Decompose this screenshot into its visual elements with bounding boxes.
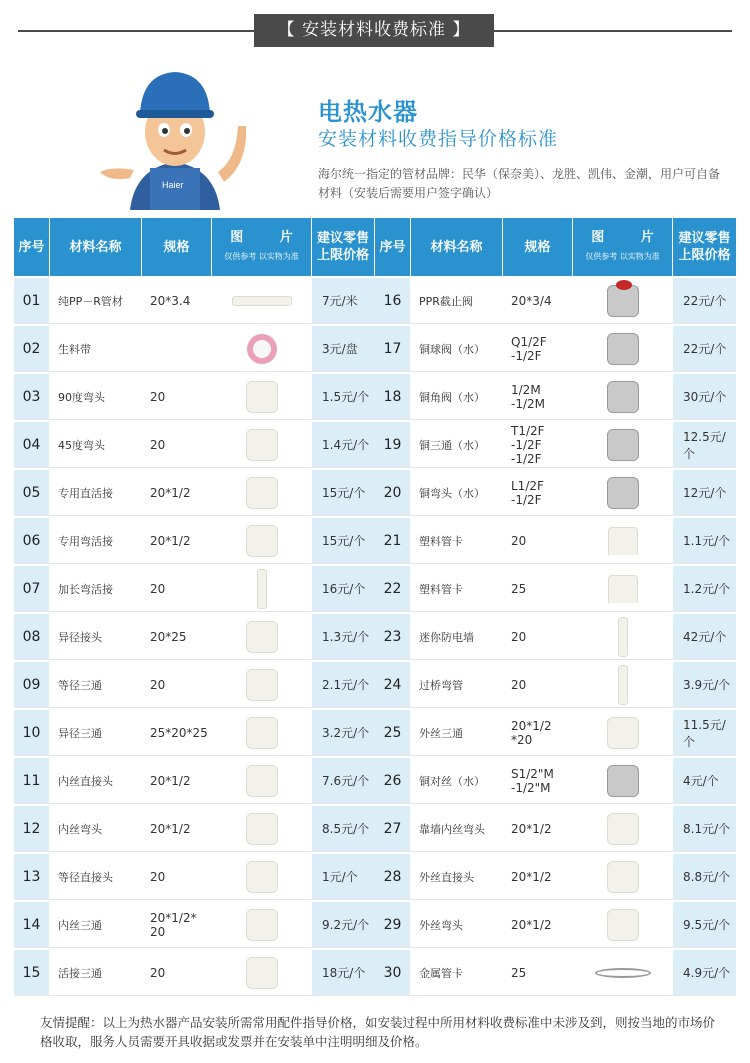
material-price: 18元/个 xyxy=(312,950,375,995)
row-number: 11 xyxy=(14,758,50,803)
header-price: 建议零售上限价格 xyxy=(673,218,736,276)
material-price: 8.8元/个 xyxy=(673,854,736,899)
material-name: 活接三通 xyxy=(58,966,102,980)
table-row xyxy=(375,662,736,708)
table-row xyxy=(14,278,375,324)
material-spec: 20 xyxy=(150,389,166,404)
material-price: 3.9元/个 xyxy=(673,662,736,707)
long-fitting-icon xyxy=(618,617,628,657)
material-name: 铜三通（水） xyxy=(419,438,485,452)
table-row xyxy=(14,662,375,708)
material-picture xyxy=(573,950,673,995)
footer-note: 友情提醒：以上为热水器产品安装所需常用配件指导价格，如安装过程中所用材料收费标准中未涉及到，则按当地的市场价格收取，服务人员需要开具收据或发票并在安装单中注明明细及价格。 xyxy=(40,1015,716,1049)
material-spec: 20 xyxy=(511,533,527,548)
header-name: 材料名称 xyxy=(50,218,142,276)
material-name: 迷你防电墙 xyxy=(419,630,474,644)
material-name: 过桥弯管 xyxy=(419,678,463,692)
row-number: 18 xyxy=(375,374,411,419)
table-row xyxy=(14,374,375,420)
material-spec: 20*1/2 xyxy=(150,773,191,788)
material-price: 16元/个 xyxy=(312,566,375,611)
table-row xyxy=(14,422,375,468)
left-column xyxy=(14,276,375,996)
material-picture xyxy=(573,422,673,467)
material-price: 4.9元/个 xyxy=(673,950,736,995)
material-price: 15元/个 xyxy=(312,470,375,515)
material-picture xyxy=(212,422,312,467)
row-number: 19 xyxy=(375,422,411,467)
header-picture-title: 图 片 xyxy=(230,230,309,245)
tee-fitting-icon xyxy=(246,717,278,749)
material-name: 铜角阀（水） xyxy=(419,390,485,404)
material-price: 42元/个 xyxy=(673,614,736,659)
material-spec: 20*1/2 xyxy=(511,917,552,932)
material-name: 内丝三通 xyxy=(58,918,102,932)
table-row xyxy=(14,806,375,852)
material-price: 1.2元/个 xyxy=(673,566,736,611)
table-row xyxy=(375,566,736,612)
material-price: 8.1元/个 xyxy=(673,806,736,851)
material-price: 12元/个 xyxy=(673,470,736,515)
table-row xyxy=(375,902,736,948)
material-spec: 25 xyxy=(511,965,527,980)
material-name: 铜球阀（水） xyxy=(419,342,485,356)
material-picture xyxy=(212,902,312,947)
table-row xyxy=(14,950,375,996)
table-row xyxy=(14,326,375,372)
material-picture xyxy=(212,950,312,995)
material-picture xyxy=(212,518,312,563)
coupling-fitting-icon xyxy=(246,861,278,893)
material-price: 1.1元/个 xyxy=(673,518,736,563)
row-number: 12 xyxy=(14,806,50,851)
metal-fitting-icon xyxy=(607,333,639,365)
material-name: 生料带 xyxy=(58,342,91,356)
material-name: PPR截止阀 xyxy=(419,294,473,308)
row-number: 23 xyxy=(375,614,411,659)
row-number: 02 xyxy=(14,326,50,371)
material-price: 15元/个 xyxy=(312,518,375,563)
material-name: 异径接头 xyxy=(58,630,102,644)
material-picture xyxy=(573,854,673,899)
material-price: 30元/个 xyxy=(673,374,736,419)
metal-fitting-icon xyxy=(607,477,639,509)
price-table xyxy=(14,218,736,996)
material-picture xyxy=(212,614,312,659)
material-spec: 20*3/4 xyxy=(511,293,552,308)
material-picture xyxy=(573,758,673,803)
material-price: 11.5元/个 xyxy=(673,710,736,755)
material-price: 1.5元/个 xyxy=(312,374,375,419)
mascot-logo-text: Haier xyxy=(162,180,184,190)
material-price: 12.5元/个 xyxy=(673,422,736,467)
material-spec: L1/2F -1/2F xyxy=(511,478,544,507)
table-header xyxy=(14,218,736,276)
material-name: 等径直接头 xyxy=(58,870,113,884)
header-no: 序号 xyxy=(14,218,50,276)
table-row xyxy=(375,374,736,420)
row-number: 28 xyxy=(375,854,411,899)
material-picture xyxy=(212,374,312,419)
material-picture xyxy=(212,710,312,755)
table-row xyxy=(14,470,375,516)
material-picture xyxy=(573,902,673,947)
material-price: 7.6元/个 xyxy=(312,758,375,803)
material-name: 外丝三通 xyxy=(419,726,463,740)
row-number: 14 xyxy=(14,902,50,947)
coupling-fitting-icon xyxy=(607,861,639,893)
valve-fitting-icon xyxy=(607,285,639,317)
material-spec: 20*3.4 xyxy=(150,293,191,308)
material-spec: 1/2M -1/2M xyxy=(511,382,545,411)
page-banner: 【 安装材料收费标准 】 xyxy=(254,14,494,47)
material-name: 异径三通 xyxy=(58,726,102,740)
material-picture xyxy=(573,326,673,371)
table-row xyxy=(375,758,736,804)
table-row xyxy=(14,854,375,900)
row-number: 13 xyxy=(14,854,50,899)
row-number: 30 xyxy=(375,950,411,995)
material-spec: 20*1/2 xyxy=(150,533,191,548)
material-spec: 20 xyxy=(511,677,527,692)
subheadline: 安装材料收费指导价格标准 xyxy=(318,128,559,150)
metal-fitting-icon xyxy=(607,765,639,797)
header-price: 建议零售上限价格 xyxy=(312,218,375,276)
material-spec: S1/2"M -1/2"M xyxy=(511,766,554,795)
material-spec: 20 xyxy=(150,677,166,692)
row-number: 24 xyxy=(375,662,411,707)
header-picture xyxy=(573,218,673,276)
long-fitting-icon xyxy=(257,569,267,609)
material-spec: T1/2F -1/2F -1/2F xyxy=(511,423,545,466)
row-number: 21 xyxy=(375,518,411,563)
material-spec: 20*1/2 xyxy=(511,821,552,836)
table-row xyxy=(375,518,736,564)
coupling-fitting-icon xyxy=(246,765,278,797)
pipe-fitting-icon xyxy=(232,296,292,306)
long-fitting-icon xyxy=(618,665,628,705)
row-number: 15 xyxy=(14,950,50,995)
header-picture-note: 仅供参考 以实物为准 xyxy=(224,252,299,261)
material-spec: 20*25 xyxy=(150,629,187,644)
material-spec: 25*20*25 xyxy=(150,725,208,740)
elbow-fitting-icon xyxy=(607,909,639,941)
row-number: 08 xyxy=(14,614,50,659)
row-number: 25 xyxy=(375,710,411,755)
row-number: 17 xyxy=(375,326,411,371)
table-row xyxy=(375,470,736,516)
material-name: 等径三通 xyxy=(58,678,102,692)
header-spec: 规格 xyxy=(142,218,212,276)
material-price: 4元/个 xyxy=(673,758,736,803)
clip-fitting-icon xyxy=(608,527,638,555)
elbow-fitting-icon xyxy=(246,429,278,461)
header-picture-title: 图 片 xyxy=(591,230,670,245)
row-number: 04 xyxy=(14,422,50,467)
elbow-fitting-icon xyxy=(246,813,278,845)
header-picture-note: 仅供参考 以实物为准 xyxy=(585,252,660,261)
material-spec: 20 xyxy=(150,437,166,452)
tee-fitting-icon xyxy=(246,957,278,989)
material-picture xyxy=(573,374,673,419)
headline: 电热水器 xyxy=(318,98,418,126)
row-number: 09 xyxy=(14,662,50,707)
material-picture xyxy=(573,614,673,659)
material-name: 铜弯头（水） xyxy=(419,486,485,500)
table-row xyxy=(375,950,736,996)
material-picture xyxy=(573,566,673,611)
material-picture xyxy=(212,806,312,851)
tee-fitting-icon xyxy=(246,909,278,941)
metal-fitting-icon xyxy=(607,381,639,413)
material-price: 1.4元/个 xyxy=(312,422,375,467)
row-number: 07 xyxy=(14,566,50,611)
material-picture xyxy=(212,470,312,515)
material-name: 铜对丝（水） xyxy=(419,774,485,788)
material-price: 9.2元/个 xyxy=(312,902,375,947)
row-number: 06 xyxy=(14,518,50,563)
material-spec: 25 xyxy=(511,581,527,596)
union-fitting-icon xyxy=(246,525,278,557)
row-number: 10 xyxy=(14,710,50,755)
material-picture xyxy=(573,518,673,563)
wire-fitting-icon xyxy=(595,968,651,978)
material-name: 靠墙内丝弯头 xyxy=(419,822,485,836)
row-number: 20 xyxy=(375,470,411,515)
material-name: 塑料管卡 xyxy=(419,534,463,548)
material-price: 22元/个 xyxy=(673,278,736,323)
header-right xyxy=(375,218,736,276)
material-name: 金属管卡 xyxy=(419,966,463,980)
material-name: 专用弯活接 xyxy=(58,534,113,548)
header-no: 序号 xyxy=(375,218,411,276)
material-spec xyxy=(142,326,212,371)
coupling-fitting-icon xyxy=(246,621,278,653)
table-row xyxy=(375,614,736,660)
material-picture xyxy=(212,662,312,707)
table-row xyxy=(375,278,736,324)
brand-note: 海尔统一指定的管材品牌：民华（保奈美）、龙胜、凯伟、金潮，用户可自备材料（安装后需要用户签字确认） xyxy=(318,167,721,200)
material-name: 外丝弯头 xyxy=(419,918,463,932)
material-spec: Q1/2F -1/2F xyxy=(511,334,547,363)
header-left xyxy=(14,218,375,276)
table-row xyxy=(14,710,375,756)
table-row xyxy=(14,566,375,612)
table-row xyxy=(14,518,375,564)
material-spec: 20 xyxy=(511,629,527,644)
header-name: 材料名称 xyxy=(411,218,503,276)
material-picture xyxy=(212,326,312,371)
right-column xyxy=(375,276,736,996)
material-spec: 20*1/2 *20 xyxy=(511,718,552,747)
material-picture xyxy=(212,566,312,611)
table-body xyxy=(14,276,736,996)
elbow-fitting-icon xyxy=(607,813,639,845)
material-price: 1.3元/个 xyxy=(312,614,375,659)
material-price: 3.2元/个 xyxy=(312,710,375,755)
material-price: 1元/个 xyxy=(312,854,375,899)
material-picture xyxy=(573,806,673,851)
material-name: 外丝直接头 xyxy=(419,870,474,884)
table-row xyxy=(375,806,736,852)
material-spec: 20*1/2 xyxy=(150,485,191,500)
union-fitting-icon xyxy=(246,477,278,509)
material-price: 7元/米 xyxy=(312,278,375,323)
material-name: 内丝直接头 xyxy=(58,774,113,788)
metal-fitting-icon xyxy=(607,429,639,461)
material-spec: 20 xyxy=(150,965,166,980)
table-row xyxy=(375,854,736,900)
row-number: 29 xyxy=(375,902,411,947)
material-price: 8.5元/个 xyxy=(312,806,375,851)
material-name: 内丝弯头 xyxy=(58,822,102,836)
row-number: 03 xyxy=(14,374,50,419)
material-picture xyxy=(573,662,673,707)
elbow-fitting-icon xyxy=(246,381,278,413)
tape-fitting-icon xyxy=(247,334,277,364)
material-price: 22元/个 xyxy=(673,326,736,371)
table-row xyxy=(14,902,375,948)
material-name: 专用直活接 xyxy=(58,486,113,500)
material-picture xyxy=(573,470,673,515)
material-picture xyxy=(212,854,312,899)
material-name: 90度弯头 xyxy=(58,390,105,404)
material-spec: 20*1/2* 20 xyxy=(150,910,197,939)
row-number: 22 xyxy=(375,566,411,611)
material-name: 纯PP－R管材 xyxy=(58,294,123,308)
table-row xyxy=(375,710,736,756)
material-picture xyxy=(573,710,673,755)
worker-mascot-illustration xyxy=(90,60,260,220)
material-price: 2.1元/个 xyxy=(312,662,375,707)
row-number: 26 xyxy=(375,758,411,803)
table-row xyxy=(14,758,375,804)
tee-fitting-icon xyxy=(607,717,639,749)
material-spec: 20 xyxy=(150,581,166,596)
material-spec: 20*1/2 xyxy=(150,821,191,836)
tee-fitting-icon xyxy=(246,669,278,701)
clip-fitting-icon xyxy=(608,575,638,603)
table-row xyxy=(375,422,736,468)
material-spec: 20 xyxy=(150,869,166,884)
material-picture xyxy=(212,758,312,803)
table-row xyxy=(14,614,375,660)
row-number: 05 xyxy=(14,470,50,515)
material-name: 45度弯头 xyxy=(58,438,105,452)
material-price: 3元/盘 xyxy=(312,326,375,371)
row-number: 16 xyxy=(375,278,411,323)
header-spec: 规格 xyxy=(503,218,573,276)
material-name: 加长弯活接 xyxy=(58,582,113,596)
table-row xyxy=(375,326,736,372)
material-picture xyxy=(212,278,312,323)
row-number: 01 xyxy=(14,278,50,323)
row-number: 27 xyxy=(375,806,411,851)
material-picture xyxy=(573,278,673,323)
material-name: 塑料管卡 xyxy=(419,582,463,596)
material-price: 9.5元/个 xyxy=(673,902,736,947)
material-spec: 20*1/2 xyxy=(511,869,552,884)
header-picture xyxy=(212,218,312,276)
